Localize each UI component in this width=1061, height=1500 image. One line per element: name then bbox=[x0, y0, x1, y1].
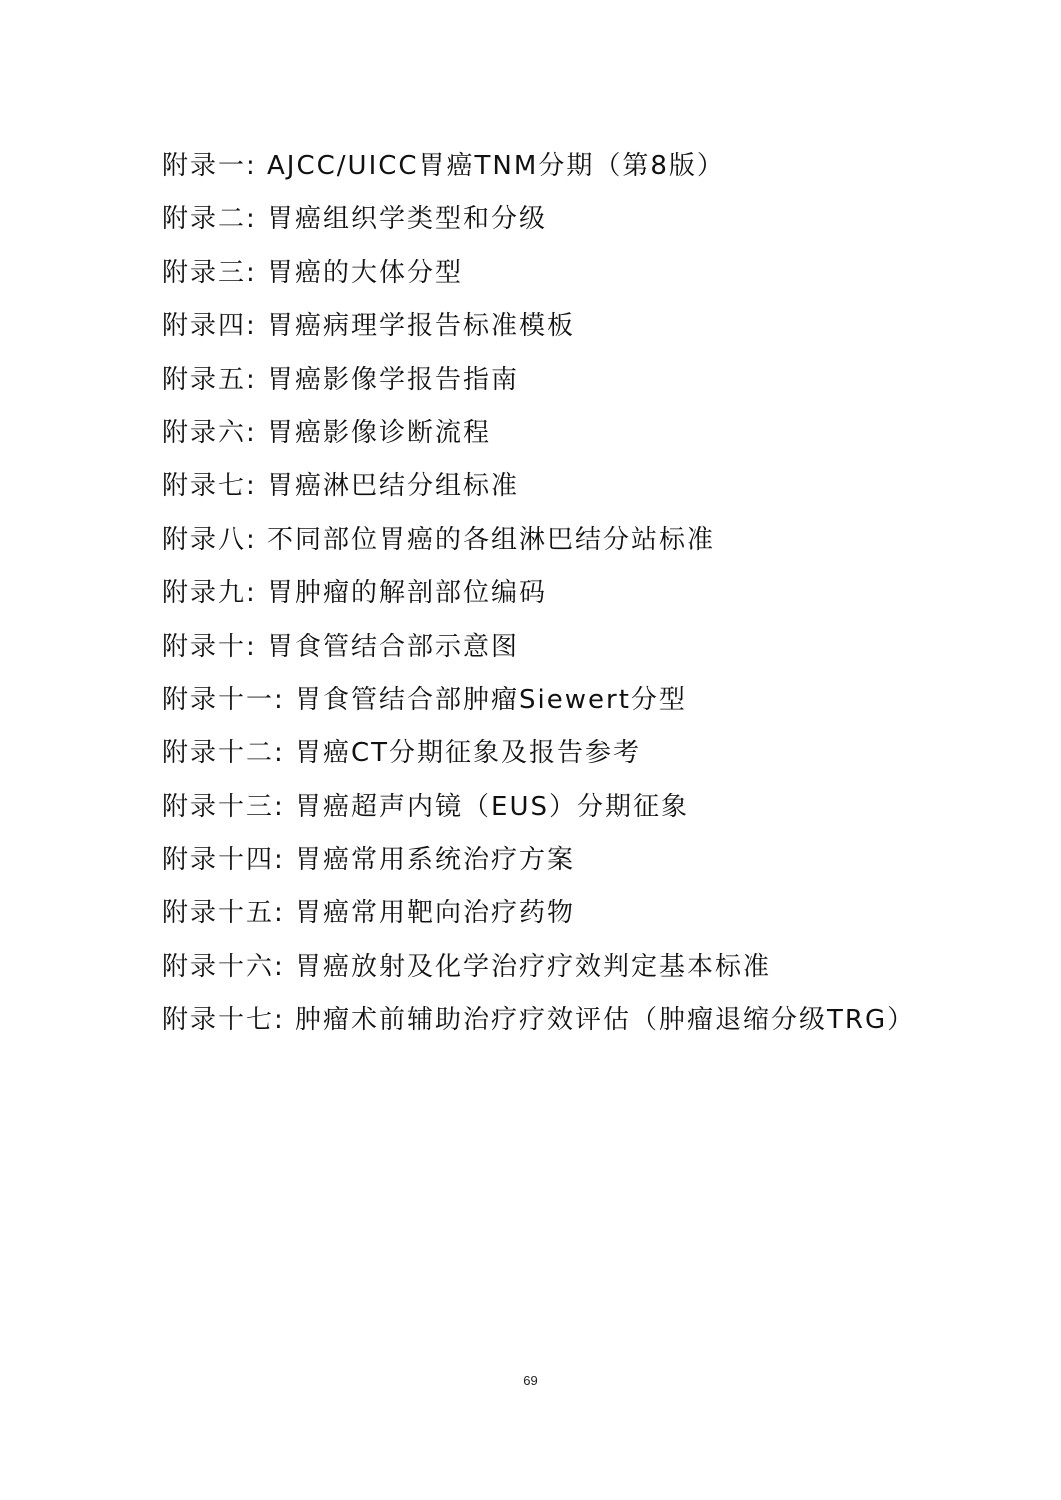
appendix-item-14: 附录十四: 胃癌常用系统治疗方案 bbox=[162, 845, 576, 876]
appendix-item-16: 附录十六: 胃癌放射及化学治疗疗效判定基本标准 bbox=[162, 951, 772, 982]
appendix-item-9: 附录九: 胃肿瘤的解剖部位编码 bbox=[162, 578, 548, 609]
appendix-item-3: 附录三: 胃癌的大体分型 bbox=[162, 257, 464, 288]
appendix-item-15: 附录十五: 胃癌常用靶向治疗药物 bbox=[162, 898, 576, 929]
appendix-item-12: 附录十二: 胃癌CT分期征象及报告参考 bbox=[162, 738, 642, 769]
appendix-item-10: 附录十: 胃食管结合部示意图 bbox=[162, 631, 520, 662]
appendix-item-13: 附录十三: 胃癌超声内镜（EUS）分期征象 bbox=[162, 791, 689, 822]
appendix-item-2: 附录二: 胃癌组织学类型和分级 bbox=[162, 204, 548, 235]
appendix-list bbox=[162, 140, 1022, 1048]
appendix-item-7: 附录七: 胃癌淋巴结分组标准 bbox=[162, 471, 520, 502]
appendix-item-1: 附录一: AJCC/UICC胃癌TNM分期（第8版） bbox=[162, 151, 725, 181]
appendix-item-8: 附录八: 不同部位胃癌的各组淋巴结分站标准 bbox=[162, 524, 716, 555]
appendix-item-4: 附录四: 胃癌病理学报告标准模板 bbox=[162, 311, 576, 342]
appendix-item-6: 附录六: 胃癌影像诊断流程 bbox=[162, 417, 492, 448]
page-number: 69 bbox=[523, 1373, 538, 1388]
appendix-item-11: 附录十一: 胃食管结合部肿瘤Siewert分型 bbox=[162, 684, 687, 715]
appendix-item-5: 附录五: 胃癌影像学报告指南 bbox=[162, 364, 520, 395]
appendix-item-17: 附录十七: 肿瘤术前辅助治疗疗效评估（肿瘤退缩分级TRG） bbox=[162, 1005, 916, 1036]
